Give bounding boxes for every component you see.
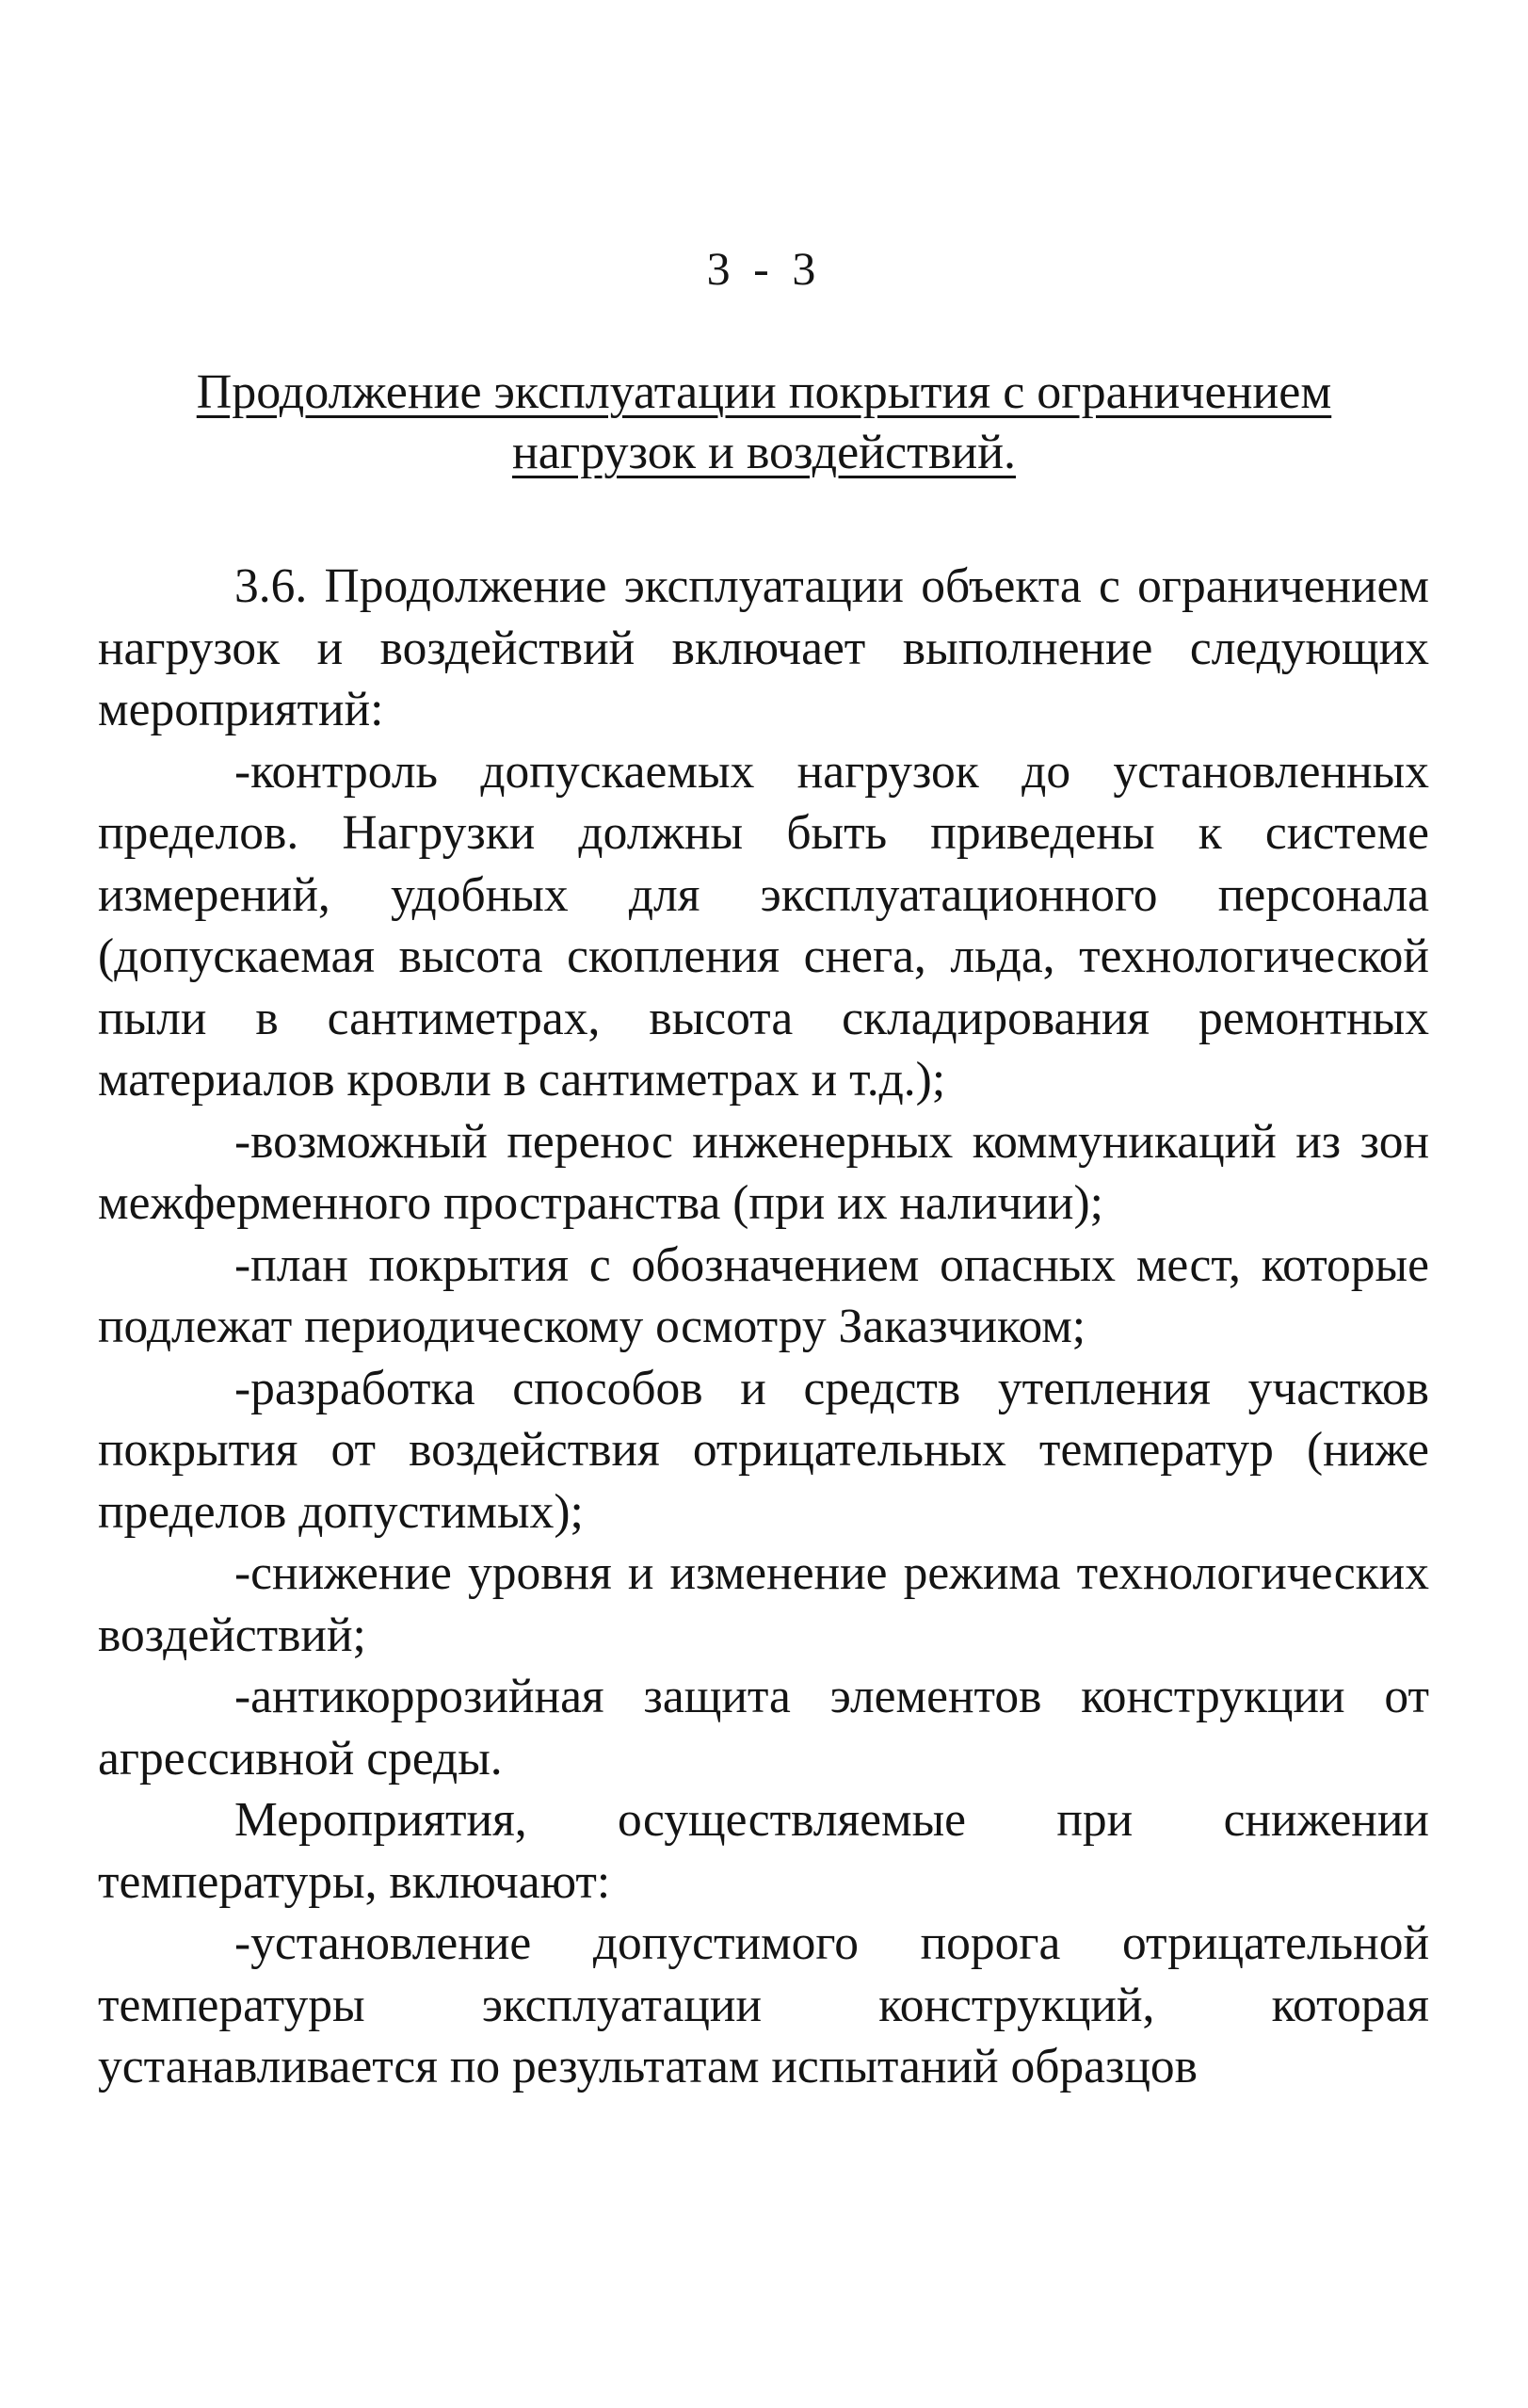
section-heading-line-2: нагрузок и воздействий. (511, 426, 1017, 479)
list-item-insulation: -разработка способов и средств утепления участков покрытия от воздействия отрицательных температур (ниже пределов допустимых); (98, 1361, 1429, 1539)
list-item-temperature-threshold: -установление допустимого порога отрицательной температуры эксплуатации конструкций, которая устанавливается по результатам испытаний образцов (98, 1916, 1429, 2093)
list-item-roof-plan: -план покрытия с обозначением опасных мест, которые подлежат периодическому осмотру Заказчиком; (98, 1237, 1429, 1353)
document-body (98, 556, 1429, 2098)
section-heading (94, 363, 1434, 483)
section-heading-line-1: Продолжение эксплуатации покрытия с ограничением (196, 365, 1332, 419)
paragraph-temperature-measures: Мероприятия, осуществляемые при снижении температуры, включают: (98, 1793, 1429, 1909)
list-item-utilities-relocation: -возможный перенос инженерных коммуникаций из зон межферменного пространства (при их наличии); (98, 1114, 1429, 1230)
list-item-technological-impacts: -снижение уровня и изменение режима технологических воздействий; (98, 1546, 1429, 1662)
list-item-anticorrosion: -антикоррозийная защита элементов конструкции от агрессивной среды. (98, 1670, 1429, 1786)
page-number: 3 - 3 (706, 242, 822, 295)
list-item-load-control: -контроль допускаемых нагрузок до установленных пределов. Нагрузки должны быть приведены к системе измерений, удобных для эксплуатационного персонала (допускаемая высота скопления снега, льда, технологической пыли в сантиметрах, высота складирования ремонтных материалов кровли в сантиметрах и т.д.); (98, 744, 1429, 1107)
paragraph-3-6: 3.6. Продолжение эксплуатации объекта с ограничением нагрузок и воздействий включает выполнение следующих мероприятий: (98, 559, 1429, 736)
